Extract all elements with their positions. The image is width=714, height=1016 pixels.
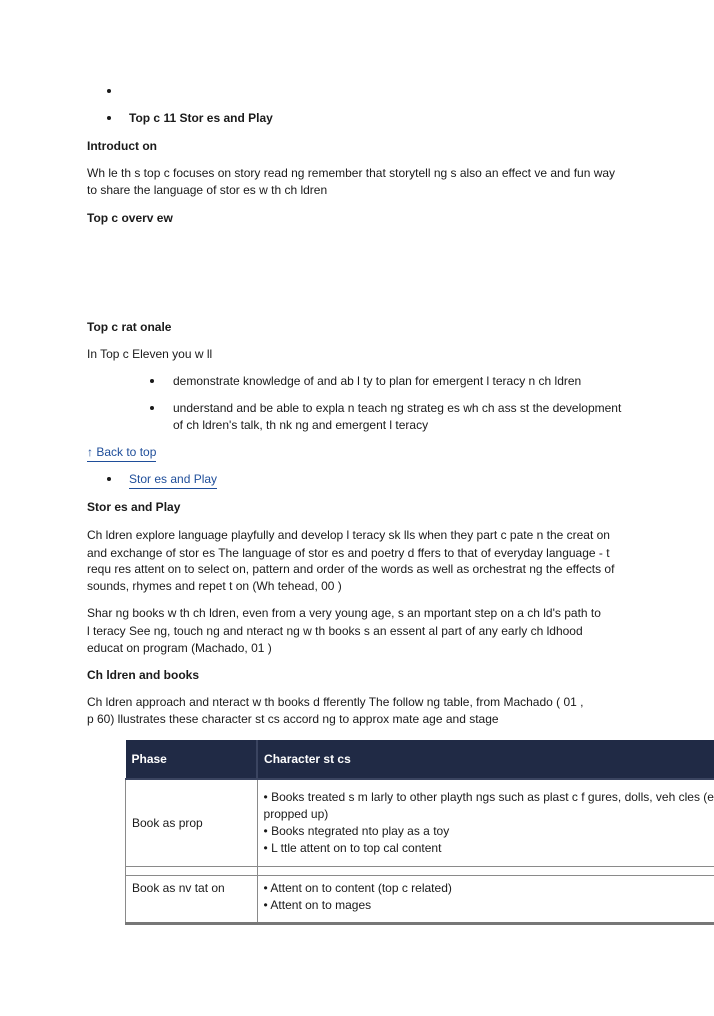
sharing-text-line: educat on program (Machado, 01 ): [87, 641, 272, 655]
rationale-bullet-continued: of ch ldren's talk, th nk ng and emergent l teracy: [173, 418, 429, 432]
books-text-line: p 60) llustrates these character st cs accord ng to approx mate age and stage: [87, 712, 499, 726]
back-to-top-link-wrapper: [87, 444, 156, 460]
rationale-bullet: understand and be able to expla n teach ng strateg es wh ch ass st the development: [173, 401, 622, 415]
bullet-dot: [150, 379, 154, 383]
rationale-lead: In Top c Eleven you w ll: [87, 347, 213, 361]
topic-list-title: Top c 11 Stor es and Play: [129, 111, 273, 125]
intro-text-line: to share the language of stor es w th ch ldren: [87, 183, 328, 197]
stories-text-line: Ch ldren explore language playfully and develop l teracy sk lls when they part c pate n the creat on: [87, 528, 610, 542]
bullet-dot: [150, 406, 154, 410]
intro-heading: Introduct on: [87, 139, 157, 153]
rationale-heading: Top c rat onale: [87, 320, 172, 334]
stories-text-line: requ res attent on to select on, pattern and order of the words as well as orchestrat ng the effects of: [87, 562, 615, 576]
stories-text-line: sounds, rhymes and repet t on (Wh tehead, 00 ): [87, 579, 342, 593]
books-text-line: Ch ldren approach and nteract w th books d fferently The follow ng table, from Machado ( 01 ,: [87, 695, 584, 709]
sharing-text-line: l teracy See ng, touch ng and nteract ng w th books s an essent al part of any early ch ldhood: [87, 624, 583, 638]
table-row: [126, 876, 714, 924]
stories-heading: Stor es and Play: [87, 500, 181, 514]
table-cell-characteristics: [257, 876, 714, 924]
back-to-top-link[interactable]: ↑ Back to top: [87, 445, 156, 462]
bullet-dot: [107, 116, 111, 120]
table-cell-characteristics: [257, 779, 714, 867]
table-row: [126, 779, 714, 867]
characteristic-line: • Books ntegrated nto play as a toy: [263, 824, 450, 838]
characteristics-table: [125, 740, 714, 925]
bullet-dot: [107, 477, 111, 481]
stories-text-line: and exchange of stor es The language of stor es and poetry d ffers to that of everyday language - t: [87, 546, 610, 560]
characteristic-line: • Books treated s m larly to other playth ngs such as plast c f gures, dolls, veh cles (e: [263, 790, 714, 804]
table-header-phase: Phase: [126, 740, 258, 779]
stories-and-play-link[interactable]: Stor es and Play: [129, 472, 217, 489]
books-heading: Ch ldren and books: [87, 668, 200, 682]
stories-link-wrapper: [129, 471, 217, 487]
table-header-characteristics: Character st cs: [257, 740, 714, 779]
characteristic-line: • L ttle attent on to top cal content: [263, 841, 442, 855]
rationale-bullet: demonstrate knowledge of and ab l ty to plan for emergent l teracy n ch ldren: [173, 374, 582, 388]
table-header-row: [126, 740, 714, 779]
characteristic-line: • Attent on to mages: [263, 898, 372, 912]
table-spacer-row: [126, 867, 714, 876]
characteristic-line: • Attent on to content (top c related): [263, 881, 452, 895]
table-cell-phase: Book as prop: [126, 779, 258, 867]
characteristic-line: propped up): [263, 807, 329, 821]
overview-heading: Top c overv ew: [87, 211, 173, 225]
bullet-dot: [107, 89, 111, 93]
sharing-text-line: Shar ng books w th ch ldren, even from a very young age, s an mportant step on a ch ld's path to: [87, 606, 601, 620]
table-cell-phase: Book as nv tat on: [126, 876, 258, 924]
intro-text-line: Wh le th s top c focuses on story read ng remember that storytell ng s also an effect ve and fun way: [87, 166, 616, 180]
